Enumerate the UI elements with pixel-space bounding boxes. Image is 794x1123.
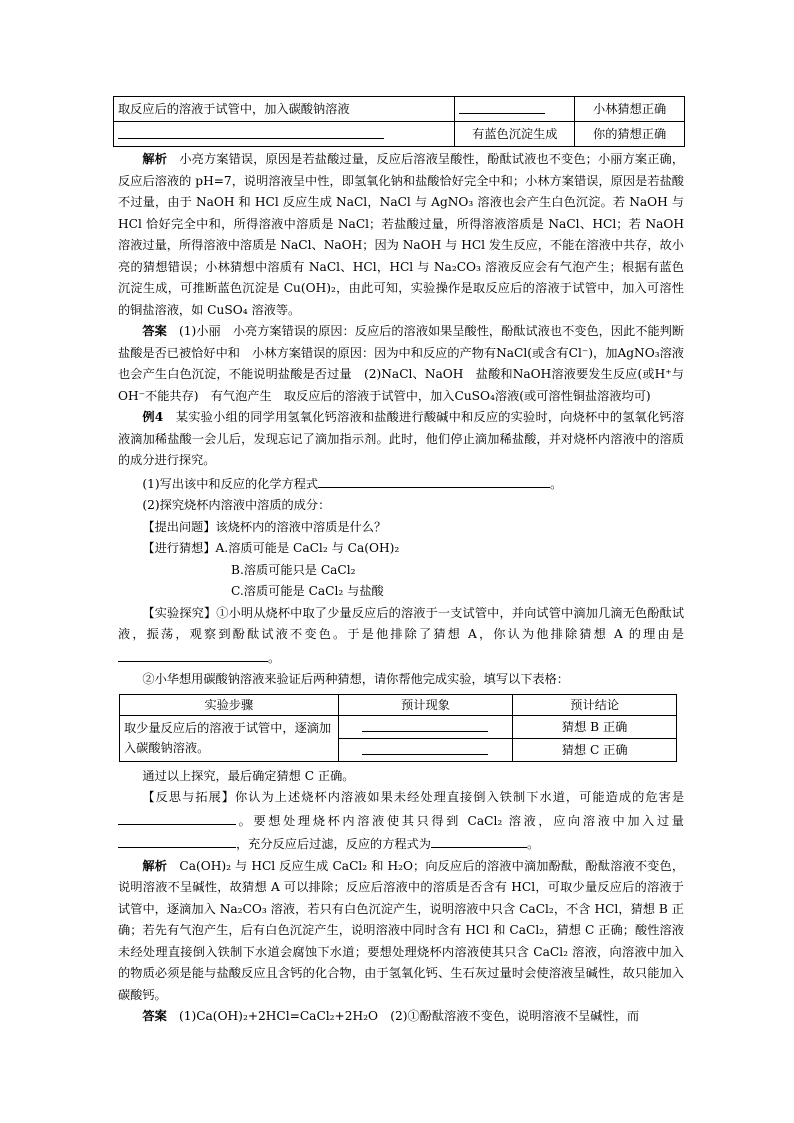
- table-cell: [338, 738, 513, 761]
- question-2: (2)探究烧杯内溶液中溶质的成分：: [142, 498, 331, 512]
- blank-line: [362, 739, 488, 755]
- blank-line: [118, 809, 236, 825]
- table-cell: 你的猜想正确: [575, 122, 685, 147]
- answer-paragraph: [118, 1006, 684, 1028]
- section-text: ，充分反应后过滤，反应的方程式为: [236, 837, 431, 851]
- section-label: 【进行猜想】: [142, 541, 216, 555]
- analysis-paragraph: [118, 149, 684, 321]
- analysis-text: Ca(OH)₂ 与 HCl 反应生成 CaCl₂ 和 H₂O；向反应后的溶液中滴加酚酞，酚酞溶液不变色，说明溶液不呈碱性，故猜想 A 可以排除；反应后溶液中的溶质是否含有 HCl，可取少量反应后的溶液于试管中，逐滴加入 Na₂CO₃ 溶液，若只有白色沉淀产生，说明溶液中只含 CaCl₂，不含 HCl，猜想 B 正确；若先有气泡产生，后有白色沉淀产生，说明溶液中同时含有 HCl 和 CaCl₂，猜想 C 正确；酸性溶液未经处理直接倒入铁制下水道会腐蚀下水道；要想处理烧杯内溶液使其只含 CaCl₂ 溶液，向溶液中加入的物质必须是能与盐酸反应且含钙的化合物，由于氢氧化钙、生石灰过量时会使溶液呈碱性，故只能加入碳酸钙。: [118, 858, 685, 1002]
- table-cell: [338, 715, 513, 738]
- document-page: [118, 96, 684, 1028]
- answer-label: 答案: [142, 324, 167, 338]
- reflect-paragraph: 【反思与拓展】你认为上述烧杯内溶液如果未经处理直接倒入铁制下水道，可能造成的危害是。要想处理烧杯内溶液使其只得到 CaCl₂ 溶液，应向溶液中加入过量，充分反应后过滤，反应的方程式为 。: [118, 787, 684, 856]
- example-intro-text: 某实验小组的同学用氢氧化钙溶液和盐酸进行酸碱中和反应的实验时，向烧杯中的氢氧化钙溶液滴加稀盐酸一会儿后，发现忘记了滴加指示剂。此时，他们停止滴加稀盐酸，并对烧杯内溶液中的溶质的成分进行探究。: [118, 410, 685, 467]
- table-cell: 猜想 C 正确: [513, 738, 677, 761]
- guess-a: [118, 538, 684, 560]
- conclusion: 通过以上探究，最后确定猜想 C 正确。: [142, 768, 355, 783]
- table-header: 预计现象: [338, 694, 513, 715]
- table-row: [114, 97, 685, 122]
- guess-b: B.溶质可能只是 CaCl₂: [231, 562, 356, 577]
- table-cell: 取反应后的溶液于试管中，加入碳酸钠溶液: [114, 97, 455, 122]
- section-text: ①小明从烧杯中取了少量反应后的溶液于一支试管中，并向试管中滴加几滴无色酚酞试液，振荡，观察到酚酞试液不变色。于是他排除了猜想 A，你认为他排除猜想 A 的理由是: [118, 605, 685, 641]
- example-label: 例4: [142, 410, 164, 424]
- table-cell: 取少量反应后的溶液于试管中，逐滴加入碳酸钠溶液。: [120, 715, 339, 761]
- answer-text: (1)Ca(OH)₂+2HCl=CaCl₂+2H₂O (2)①酚酞溶液不变色，说明溶液不呈碱性，而: [178, 1009, 640, 1023]
- blank-line: [318, 472, 550, 488]
- table-row: [114, 122, 685, 147]
- analysis-label: 解析: [142, 858, 168, 873]
- table-header-row: [120, 694, 677, 715]
- explore-paragraph: 【实验探究】①小明从烧杯中取了少量反应后的溶液于一支试管中，并向试管中滴加几滴无色酚酞试液，振荡，观察到酚酞试液不变色。于是他排除了猜想 A，你认为他排除猜想 A 的理由是。: [118, 605, 685, 665]
- section-text: 该烧杯内的溶液中溶质是什么？: [215, 519, 387, 534]
- guess-text: A.溶质可能是 CaCl₂ 与 Ca(OH)₂: [215, 541, 400, 555]
- blank-line: [118, 646, 268, 662]
- table-cell: [114, 122, 455, 147]
- analysis-paragraph: [118, 856, 684, 1007]
- analysis-text: 小亮方案错误，原因是若盐酸过量，反应后溶液呈酸性，酚酞试液也不变色；小丽方案正确，反应后溶液的 pH=7，说明溶液呈中性，即氢氧化钠和盐酸恰好完全中和；小林方案错误，原因是若盐酸不过量，由于 NaOH 和 HCl 反应生成 NaCl，NaCl 与 AgNO₃ 溶液也会产生白色沉淀。若 NaOH 与 HCl 恰好完全中和，所得溶液中溶质是 NaCl；若盐酸过量，所得溶液溶质是 NaCl、HCl；若 NaOH 溶液过量，所得溶液中溶质是 NaCl、NaOH；因为 NaOH 与 HCl 发生反应，不能在溶液中共存，故小亮的猜想错误；小林猜想中溶质有 NaCl、HCl，HCl 与 Na₂CO₃ 溶液反应会有气泡产生；根据有蓝色沉淀生成，可推断蓝色沉淀是 Cu(OH)₂，由此可知，实验操作是取反应后的溶液于试管中，加入可溶性的铜盐溶液，如 CuSO₄ 溶液等。: [118, 152, 685, 317]
- blank-line: [118, 832, 236, 848]
- section-label: 【反思与拓展】: [142, 790, 236, 804]
- analysis-label: 解析: [142, 152, 168, 166]
- table-cell: 猜想 B 正确: [513, 715, 677, 738]
- blank-line: [118, 123, 384, 139]
- table-header: 预计结论: [513, 694, 677, 715]
- question-1-text: (1)写出该中和反应的化学方程式: [142, 476, 319, 491]
- table-cell: 小林猜想正确: [575, 97, 685, 122]
- answer-paragraph: [118, 321, 684, 407]
- blank-line: [459, 98, 545, 114]
- section-label: 【实验探究】: [142, 605, 217, 620]
- raise-question: [118, 517, 684, 539]
- table-cell: [455, 97, 575, 122]
- table-cell: 有蓝色沉淀生成: [455, 122, 575, 147]
- blank-line: [431, 832, 527, 848]
- blank-line: [362, 716, 488, 732]
- table-row: [120, 715, 677, 738]
- answer-text: (1)小丽 小亮方案错误的原因：反应后的溶液如果呈酸性，酚酞试液也不变色，因此不能判断盐酸是否已被恰好中和 小林方案错误的原因：因为中和反应的产物有NaCl(或含有Cl⁻)，加AgNO₃溶液也会产生白色沉淀，不能说明盐酸是否过量 (2)NaCl、NaOH 盐酸和NaOH溶液要发生反应(或H⁺与OH⁻不能共存) 有气泡产生 取反应后的溶液于试管中，加入CuSO₄溶液(或可溶性铜盐溶液均可): [118, 324, 685, 403]
- experiment-table: [119, 694, 677, 762]
- answer-label: 答案: [142, 1009, 167, 1023]
- table-header: 实验步骤: [120, 694, 339, 715]
- section-label: 【提出问题】: [142, 519, 216, 534]
- example-intro: [118, 407, 684, 472]
- question-1: (1)写出该中和反应的化学方程式 。: [118, 472, 684, 496]
- section-text: 。要想处理烧杯内溶液使其只得到 CaCl₂ 溶液，应向溶液中加入过量: [236, 813, 684, 828]
- guess-c: C.溶质可能是 CaCl₂ 与盐酸: [231, 584, 384, 598]
- explore-2: ②小华想用碳酸钠溶液来验证后两种猜想，请你帮他完成实验，填写以下表格：: [142, 672, 569, 686]
- section-text: 你认为上述烧杯内溶液如果未经处理直接倒入铁制下水道，可能造成的危害是: [235, 790, 685, 804]
- top-table: [113, 96, 685, 147]
